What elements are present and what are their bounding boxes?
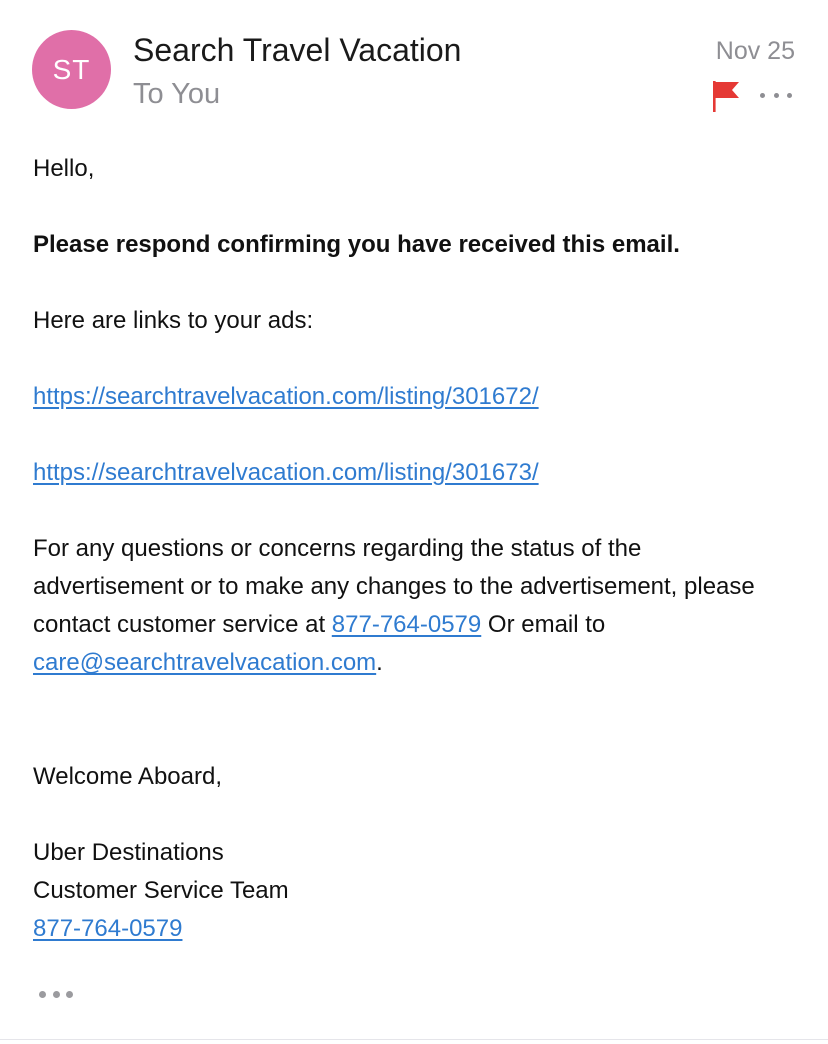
greeting: Hello,: [33, 155, 95, 182]
email-link[interactable]: care@searchtravelvacation.com: [33, 649, 377, 676]
flag-icon[interactable]: [711, 79, 741, 113]
phone-link[interactable]: 877-764-0579: [331, 611, 482, 638]
contact-text: .: [376, 649, 383, 676]
divider: [0, 1039, 828, 1040]
signature-team: Customer Service Team: [33, 877, 289, 904]
signature-phone-link[interactable]: 877-764-0579: [33, 915, 183, 942]
avatar[interactable]: [32, 30, 111, 109]
recipient-line[interactable]: To You: [133, 78, 221, 110]
contact-text: For any questions or concerns regarding the status of the advertisement or to make any changes to the advertisement, please contact customer service at: [33, 535, 755, 638]
confirmation-notice: Please respond confirming you have received this email.: [33, 231, 680, 258]
sender-name[interactable]: Search Travel Vacation: [133, 32, 462, 68]
listing-link[interactable]: https://searchtravelvacation.com/listing/301672/: [33, 383, 539, 410]
contact-text: Or email to: [481, 611, 606, 638]
show-trimmed-content-button[interactable]: [39, 990, 73, 998]
links-intro: Here are links to your ads:: [33, 307, 314, 334]
more-dot-icon: [774, 93, 779, 98]
email-date: Nov 25: [715, 37, 795, 65]
more-dot-icon: [787, 93, 792, 98]
signature-company: Uber Destinations: [33, 839, 224, 866]
ellipsis-dot-icon: [66, 991, 73, 998]
listing-link[interactable]: https://searchtravelvacation.com/listing/301673/: [33, 459, 539, 486]
closing: Welcome Aboard,: [33, 763, 222, 790]
ellipsis-dot-icon: [39, 991, 46, 998]
ellipsis-dot-icon: [53, 991, 60, 998]
more-options-button[interactable]: [760, 84, 792, 106]
more-dot-icon: [760, 93, 765, 98]
email-body: [33, 150, 798, 948]
avatar-initials: ST: [52, 53, 91, 85]
contact-paragraph: [33, 530, 798, 682]
